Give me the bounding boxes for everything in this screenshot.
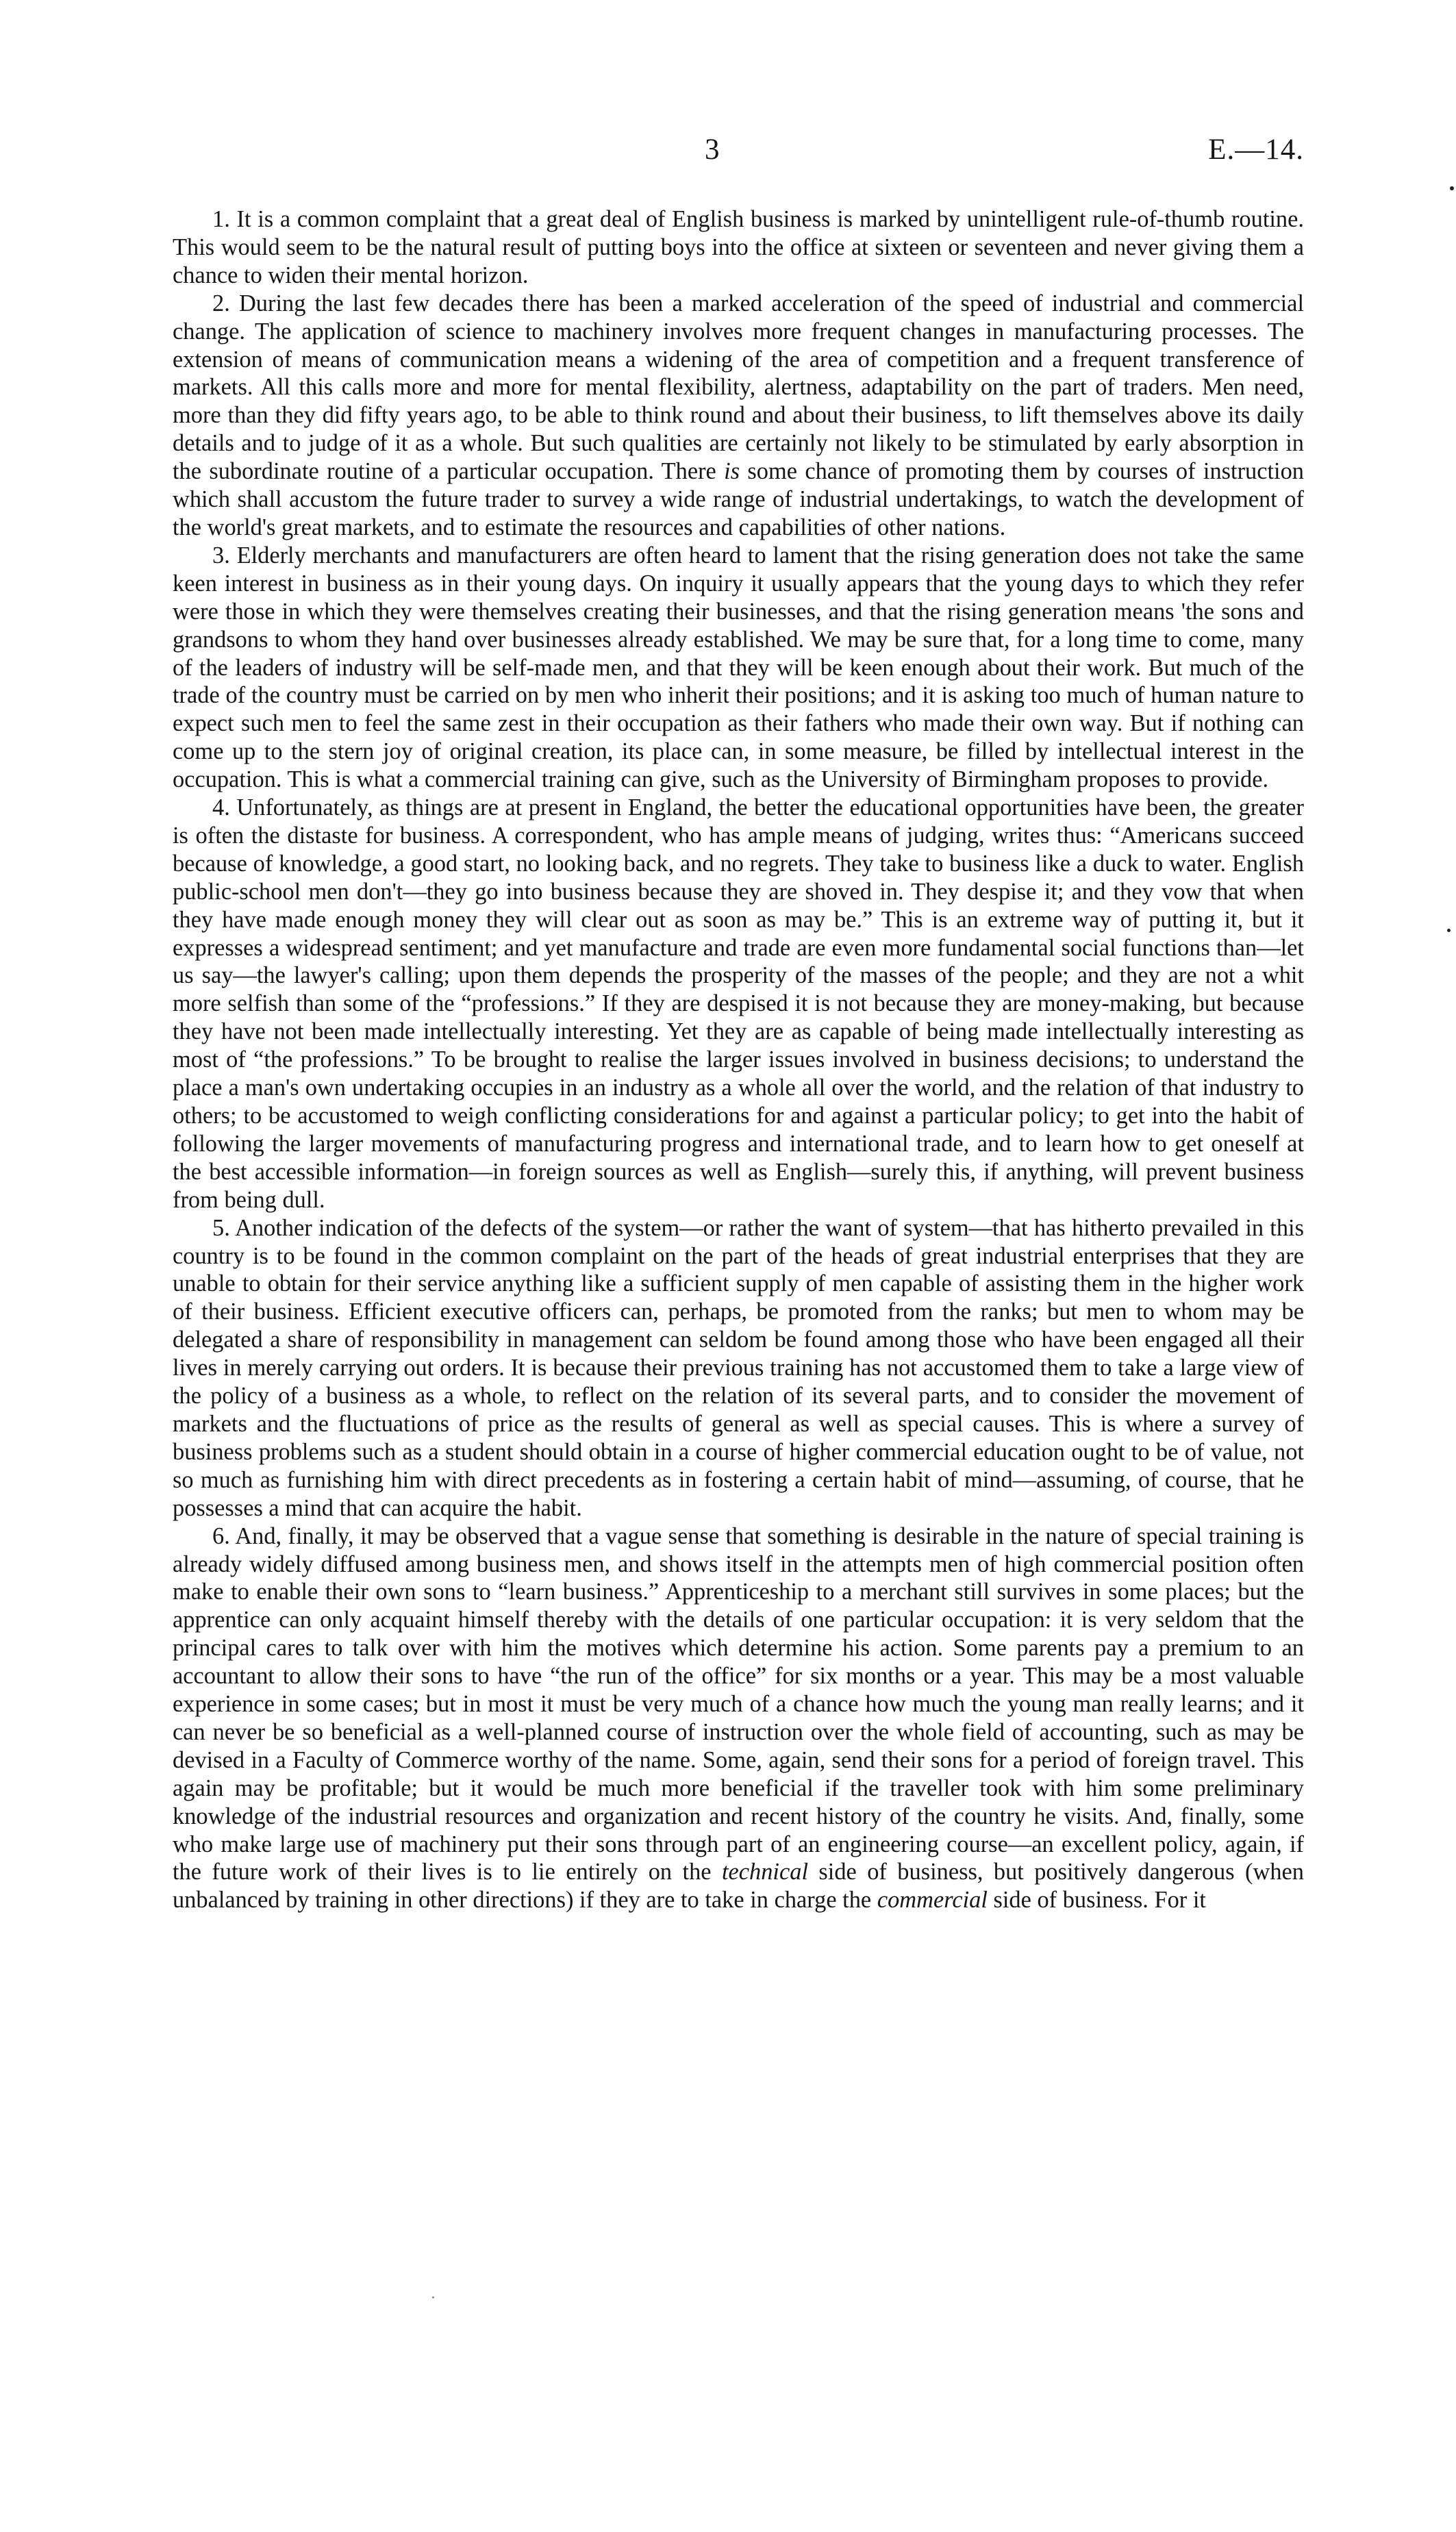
text-run: 6. And, finally, it may be observed that a vague sense that something is desirable in the nature of special training is already widely diffused among business men, and shows itself in the attempts men of high commercial position often make to enable their own sons to “learn business.” Apprenticeship to a merchant still survives in some places; but the apprentice can only acquaint himself thereby with the details of one particular occupation: it is very seldom that the principal cares to talk over with him the motives which determine his action. Some parents pay a premium to an accountant to allow their sons to have “the run of the office” for six months or a year. This may be a most valuable experience in some cases; but in most it must be very much of a chance how much the young man really learns; and it can never be so beneficial as a well-planned course of instruction over the whole field of accounting, such as may be devised in a Faculty of Commerce worthy of the name. Some, again, send their sons for a period of foreign travel. This again may be profitable; but it would be much more beneficial if the traveller took with him some preliminary knowledge of the industrial resources and organization and recent history of the country he visits. And, finally, some who make large use of machinery put their sons through part of an engineering course—an excellent policy, again, if the future work of their lives is to lie entirely on the [173, 1522, 1304, 1885]
text-run: 5. Another indication of the defects of the system—or rather the want of system—that has hitherto prevailed in this country is to be found in the common complaint on the part of the heads of great industrial enterprises that they are unable to obtain for their service anything like a sufficient supply of men capable of assisting them in the higher work of their business. Efficient executive officers can, perhaps, be promoted from the ranks; but men to whom may be delegated a share of responsibility in management can seldom be found among those who have been engaged all their lives in merely carrying out orders. It is because their previous training has not accustomed them to take a large view of the policy of a business as a whole, to reflect on the relation of its several parts, and to consider the movement of markets and the fluctuations of price as the results of general as well as special causes. This is where a survey of business problems such as a student should obtain in a course of higher commercial education ought to be of value, not so much as furnishing him with direct precedents as in fostering a certain habit of mind—assuming, of course, that he possesses a mind that can acquire the habit. [173, 1214, 1304, 1521]
paragraph-3 [173, 542, 1304, 794]
margin-speck [1450, 186, 1454, 190]
text-run: 1. It is a common complaint that a great deal of English business is marked by unintelligent rule-of-thumb routine. This would seem to be the natural result of putting boys into the office at sixteen or seventeen and never giving them a chance to widen their mental horizon. [173, 206, 1304, 288]
paragraph-2 [173, 290, 1304, 542]
text-run: 4. Unfortunately, as things are at present in England, the better the educational opportunities have been, the greater is often the distaste for business. A correspondent, who has ample means of judging, writes thus: “Americans succeed because of knowledge, a good start, no looking back, and no regrets. They take to business like a duck to water. English public-school men don't—they go into business because they are shoved in. They despise it; and they vow that when they have made enough money they will clear out as soon as may be.” This is an extreme way of putting it, but it expresses a widespread sentiment; and yet manufacture and trade are even more fundamental social functions than—let us say—the lawyer's calling; upon them depends the prosperity of the masses of the people; and they are not a whit more selfish than some of the “professions.” If they are despised it is not because they are money-making, but because they have not been made intellectually interesting. Yet they are as capable of being made intellectually interesting as most of “the professions.” To be brought to realise the larger issues involved in business decisions; to understand the place a man's own undertaking occupies in an industry as a whole all over the world, and the relation of that industry to others; to be accustomed to weigh conflicting considerations for and against a particular policy; to get into the habit of following the larger movements of manufacturing progress and international trade, and to learn how to get oneself at the best accessible information—in foreign sources as well as English—surely this, if anything, will prevent business from being dull. [173, 794, 1304, 1213]
paragraph-1 [173, 205, 1304, 290]
text-run: side of business. For it [987, 1887, 1206, 1914]
document-reference: E.—14. [1208, 134, 1304, 166]
text-run: side of business, but positively dangerous (when unbalanced by training in other directions) if they are to take in charge the [173, 1859, 1304, 1914]
paragraph-6 [173, 1522, 1304, 1915]
page-header [173, 134, 1304, 182]
italic-text: commercial [877, 1887, 988, 1914]
italic-text: is [724, 458, 740, 485]
paragraph-5 [173, 1214, 1304, 1522]
margin-speck [1447, 929, 1451, 932]
text-run: some chance of promoting them by courses of instruction which shall accustom the future trader to survey a wide range of industrial undertakings, to watch the development of the world's great markets, and to estimate the resources and capabilities of other nations. [173, 458, 1304, 540]
italic-text: technical [721, 1859, 808, 1885]
paragraph-4 [173, 794, 1304, 1214]
text-run: 3. Elderly merchants and manufacturers are often heard to lament that the rising generation does not take the same keen interest in business as in their young days. On inquiry it usually appears that the young days to which they refer were those in which they were themselves creating their businesses, and that the rising generation means 'the sons and grandsons to whom they hand over businesses already established. We may be sure that, for a long time to come, many of the leaders of industry will be self-made men, and that they will be keen enough about their work. But much of the trade of the country must be carried on by men who inherit their positions; and it is asking too much of human nature to expect such men to feel the same zest in their occupation as their fathers who made their own way. But if nothing can come up to the stern joy of original creation, its place can, in some measure, be filled by intellectual interest in the occupation. This is what a commercial training can give, such as the University of Birmingham proposes to provide. [173, 542, 1304, 793]
page-number: 3 [705, 134, 720, 166]
margin-speck [432, 2296, 434, 2298]
text-run: 2. During the last few decades there has been a marked acceleration of the speed of industrial and commercial change. The application of science to machinery involves more frequent changes in manufacturing processes. The extension of means of communication means a widening of the area of competition and a frequent transference of markets. All this calls more and more for mental flexibility, alertness, adaptability on the part of traders. Men need, more than they did fifty years ago, to be able to think round and about their business, to lift themselves above its daily details and to judge of it as a whole. But such qualities are certainly not likely to be stimulated by early absorption in the subordinate routine of a particular occupation. There [173, 290, 1304, 485]
body-text [173, 205, 1304, 1914]
